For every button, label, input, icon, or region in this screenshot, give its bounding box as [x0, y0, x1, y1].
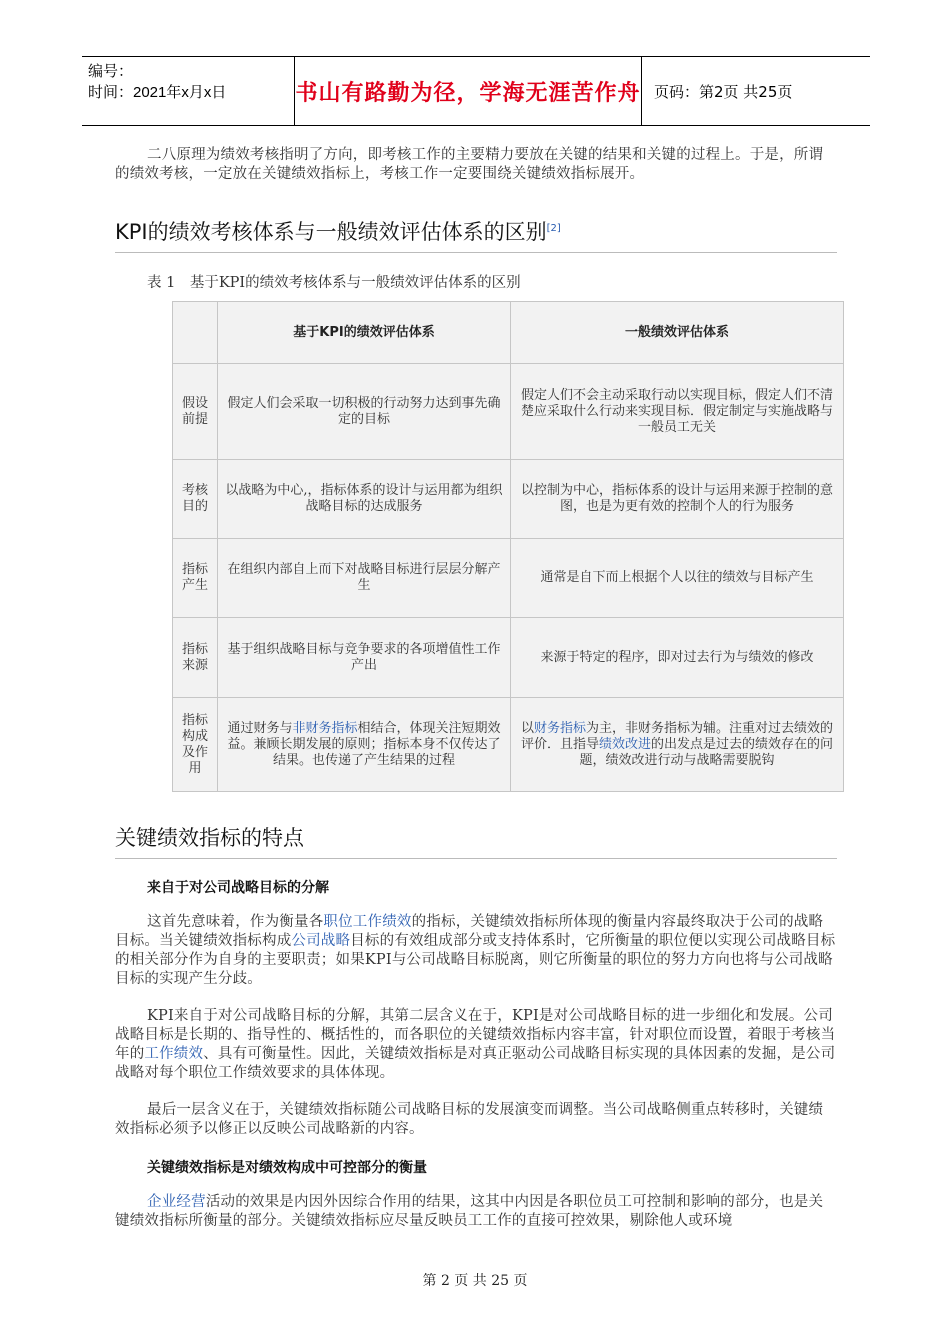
subsection-title-controllable: 关键绩效指标是对绩效构成中可控部分的衡量: [147, 1160, 427, 1176]
row-label: 假设前提: [173, 364, 218, 460]
cell-text: 的出发点是过去的绩效存在的问题，绩效改进行动与战略需要脱钩: [579, 736, 834, 768]
main-content: [115, 146, 837, 292]
table-caption: 表 1 基于KPI的绩效考核体系与一般绩效评估体系的区别: [147, 275, 521, 291]
table-row: [173, 364, 844, 460]
cell-text: 为主，非财务指标为辅。注重对过去绩效的评价．且指导: [520, 720, 834, 752]
page-footer: 第 2 页 共 25 页: [422, 1273, 528, 1289]
table-corner-cell: [173, 302, 218, 364]
performance-improvement-link[interactable]: 绩效改进: [598, 736, 651, 752]
row-label: 指标构成及作用: [173, 698, 218, 792]
para-text: 的指标，关键绩效指标所体现的衡量内容最终取决于公司的战略目标。当关键绩效指标构成: [115, 914, 824, 949]
table-cell: 通常是自下而上根据个人以往的绩效与目标产生: [511, 539, 844, 618]
row-label: 指标产生: [173, 539, 218, 618]
para-text: KPI来自于对公司战略目标的分解，其第二层含义在于，KPI是对公司战略目标的进一步细化和发展。公司战略目标是长期的、指导性的、概括性的，而各职位的关键绩效指标内容丰富，针对职位而设置，着眼于考核当年的: [115, 1008, 836, 1062]
table-row: [173, 460, 844, 539]
row-label: 考核目的: [173, 460, 218, 539]
table-row: [173, 539, 844, 618]
table-header-kpi: 基于KPI的绩效评估体系: [218, 302, 511, 364]
section-title-kpi-features: 关键绩效指标的特点: [115, 822, 837, 859]
intro-paragraph: 二八原理为绩效考核指明了方向，即考核工作的主要精力要放在关键的结果和关键的过程上。于是，所谓的绩效考核，一定放在关键绩效指标上，考核工作一定要围绕关键绩效指标展开。: [115, 147, 824, 182]
cell-text: 以: [520, 720, 534, 736]
job-performance-link[interactable]: 职位工作绩效: [323, 914, 412, 930]
cell-text: 通过财务与: [227, 720, 293, 736]
row-label: 指标来源: [173, 618, 218, 698]
business-operation-link[interactable]: 企业经营: [147, 1194, 206, 1210]
lower-content: [115, 822, 837, 1231]
page-header: [82, 56, 870, 126]
section-title-kpi-difference: [115, 216, 837, 253]
table-cell: [511, 698, 844, 792]
paragraph-strategy-2: [115, 1007, 837, 1083]
table-row: [173, 618, 844, 698]
document-time-label: 时间：2021年x月x日: [88, 84, 227, 101]
table-cell: 假定人们会采取一切积极的行动努力达到事先确定的目标: [218, 364, 511, 460]
para-text: 活动的效果是内因外因综合作用的结果，这其中内因是各职位员工可控制和影响的部分，也是关键绩效指标所衡量的部分。关键绩效指标应尽量反映员工工作的直接可控效果，剔除他人或环境: [115, 1194, 824, 1229]
table-cell: 以战略为中心,，指标体系的设计与运用都为组织战略目标的达成服务: [218, 460, 511, 539]
financial-indicator-link[interactable]: 财务指标: [533, 720, 586, 736]
table-cell: 以控制为中心，指标体系的设计与运用来源于控制的意图，也是为更有效的控制个人的行为服务: [511, 460, 844, 539]
table-cell: 假定人们不会主动采取行动以实现目标，假定人们不清楚应采取什么行动来实现目标．假定制定与实施战略与一般员工无关: [511, 364, 844, 460]
comparison-table: [172, 301, 844, 792]
citation-link[interactable]: [2]: [546, 223, 561, 234]
paragraph-strategy-1: [115, 913, 837, 989]
para-text: 目标的有效组成部分或支持体系时，它所衡量的职位便以实现公司战略目标的相关部分作为自身的主要职责；如果KPI与公司战略目标脱离，则它所衡量的职位的努力方向也将与公司战略目标的实现产生分歧。: [115, 933, 836, 987]
table-header-general: 一般绩效评估体系: [511, 302, 844, 364]
subsection-title-strategy: 来自于对公司战略目标的分解: [147, 880, 329, 896]
work-performance-link[interactable]: 工作绩效: [144, 1046, 204, 1062]
header-motto: 书山有路勤为径，学海无涯苦作舟: [295, 80, 641, 106]
header-page-info: 页码：第2页 共25页: [654, 82, 793, 101]
paragraph-controllable: [115, 1193, 837, 1231]
company-strategy-link[interactable]: 公司战略: [291, 933, 351, 949]
para-text: 这首先意味着，作为衡量各: [147, 914, 324, 930]
para-text: 、具有可衡量性。因此，关键绩效指标是对真正驱动公司战略目标实现的具体因素的发掘，是公司战略对每个职位工作绩效要求的具体体现。: [115, 1046, 836, 1081]
paragraph-strategy-3: 最后一层含义在于，关键绩效指标随公司战略目标的发展演变而调整。当公司战略侧重点转移时，关键绩效指标必须予以修正以反映公司战略新的内容。: [115, 1102, 824, 1137]
table-cell: [218, 698, 511, 792]
cell-text: 相结合，体现关注短期效益。兼顾长期发展的原则；指标本身不仅传达了结果。也传递了产生结果的过程: [227, 720, 501, 768]
section-title-text: KPI的绩效考核体系与一般绩效评估体系的区别: [115, 220, 547, 244]
document-number-label: 编号：: [88, 63, 134, 80]
non-financial-indicator-link[interactable]: 非财务指标: [292, 720, 358, 736]
table-row: [173, 698, 844, 792]
table-cell: 来源于特定的程序，即对过去行为与绩效的修改: [511, 618, 844, 698]
table-cell: 基于组织战略目标与竞争要求的各项增值性工作产出: [218, 618, 511, 698]
header-motto-cell: [294, 57, 642, 125]
header-meta: [82, 57, 294, 125]
table-header-row: [173, 302, 844, 364]
table-cell: 在组织内部自上而下对战略目标进行层层分解产生: [218, 539, 511, 618]
